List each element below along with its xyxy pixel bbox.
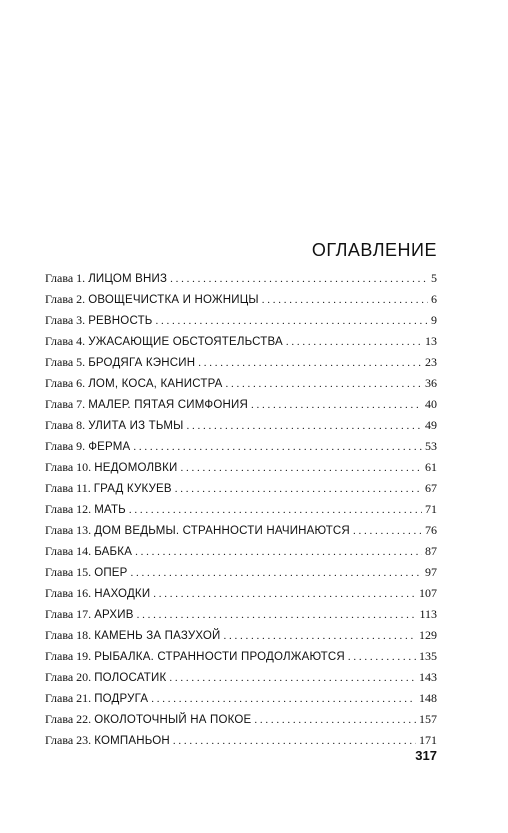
toc-entry (45, 541, 437, 562)
toc-entry (45, 583, 437, 604)
chapter-title: БРОДЯГА КЭНСИН (88, 357, 196, 369)
chapter-title: ЛОМ, КОСА, КАНИСТРА (88, 378, 223, 390)
chapter-page: 6 (431, 292, 437, 306)
dot-leader (348, 647, 416, 668)
dot-leader (129, 500, 422, 521)
chapter-page: 67 (425, 481, 437, 495)
dot-leader (198, 353, 422, 374)
chapter-label: Глава 16. (45, 586, 92, 600)
toc-entry (45, 457, 437, 478)
chapter-label: Глава 22. (45, 712, 92, 726)
toc-entry (45, 730, 437, 751)
chapter-page: 53 (425, 439, 437, 453)
chapter-title: БАБКА (94, 546, 133, 558)
chapter-label: Глава 15. (45, 565, 92, 579)
chapter-page: 129 (419, 628, 437, 642)
dot-leader (262, 290, 428, 311)
toc-entry (45, 352, 437, 373)
dot-leader (151, 689, 416, 710)
chapter-title: КАМЕНЬ ЗА ПАЗУХОЙ (94, 630, 221, 642)
toc-entry (45, 604, 437, 625)
chapter-page: 157 (419, 712, 437, 726)
chapter-title: ЛИЦОМ ВНИЗ (88, 273, 168, 285)
chapter-label: Глава 20. (45, 670, 92, 684)
chapter-label: Глава 17. (45, 607, 92, 621)
toc-entry (45, 625, 437, 646)
dot-leader (224, 626, 417, 647)
chapter-label: Глава 1. (45, 271, 86, 285)
chapter-page: 107 (419, 586, 437, 600)
toc-entry (45, 331, 437, 352)
chapter-title: ГРАД КУКУЕВ (93, 483, 172, 495)
chapter-title: НЕДОМОЛВКИ (94, 462, 178, 474)
toc-entry (45, 562, 437, 583)
chapter-title: ОВОЩЕЧИСТКА И НОЖНИЦЫ (88, 294, 259, 306)
chapter-label: Глава 5. (45, 355, 86, 369)
chapter-title: ОКОЛОТОЧНЫЙ НА ПОКОЕ (94, 714, 252, 726)
dot-leader (137, 605, 417, 626)
chapter-page: 9 (431, 313, 437, 327)
chapter-label: Глава 12. (45, 502, 92, 516)
dot-leader (133, 437, 422, 458)
dot-leader (180, 458, 422, 479)
chapter-page: 97 (425, 565, 437, 579)
chapter-page: 148 (419, 691, 437, 705)
chapter-title: ПОДРУГА (94, 693, 149, 705)
chapter-label: Глава 14. (45, 544, 92, 558)
chapter-label: Глава 10. (45, 460, 92, 474)
chapter-page: 113 (419, 607, 437, 621)
dot-leader (353, 521, 422, 542)
toc-entry (45, 646, 437, 667)
chapter-title: НАХОДКИ (94, 588, 151, 600)
toc-entry (45, 289, 437, 310)
chapter-page: 87 (425, 544, 437, 558)
chapter-page: 61 (425, 460, 437, 474)
chapter-label: Глава 19. (45, 649, 92, 663)
toc-entry (45, 478, 437, 499)
table-of-contents (45, 268, 437, 751)
chapter-label: Глава 13. (45, 523, 92, 537)
page-number: 317 (415, 748, 437, 763)
chapter-title: АРХИВ (94, 609, 134, 621)
chapter-page: 171 (419, 733, 437, 747)
chapter-title: РЕВНОСТЬ (88, 315, 153, 327)
toc-entry (45, 499, 437, 520)
toc-title: ОГЛАВЛЕНИЕ (311, 240, 437, 260)
toc-entry (45, 520, 437, 541)
chapter-label: Глава 9. (45, 439, 86, 453)
chapter-page: 23 (425, 355, 437, 369)
chapter-label: Глава 11. (45, 481, 91, 495)
toc-entry (45, 688, 437, 709)
dot-leader (175, 479, 422, 500)
chapter-title: МАТЬ (94, 504, 126, 516)
chapter-label: Глава 21. (45, 691, 92, 705)
chapter-page: 13 (425, 334, 437, 348)
dot-leader (173, 731, 416, 752)
dot-leader (131, 563, 422, 584)
toc-entry (45, 667, 437, 688)
chapter-title: УЛИТА ИЗ ТЬМЫ (88, 420, 184, 432)
chapter-page: 36 (425, 376, 437, 390)
toc-entry (45, 268, 437, 289)
chapter-title: МАЛЕР. ПЯТАЯ СИМФОНИЯ (88, 399, 248, 411)
chapter-page: 135 (419, 649, 437, 663)
chapter-label: Глава 3. (45, 313, 86, 327)
toc-entry (45, 310, 437, 331)
chapter-label: Глава 18. (45, 628, 92, 642)
toc-entry (45, 394, 437, 415)
toc-entry (45, 436, 437, 457)
chapter-page: 76 (425, 523, 437, 537)
chapter-label: Глава 6. (45, 376, 86, 390)
chapter-label: Глава 7. (45, 397, 86, 411)
toc-entry (45, 415, 437, 436)
chapter-page: 40 (425, 397, 437, 411)
dot-leader (153, 584, 416, 605)
dot-leader (187, 416, 422, 437)
chapter-label: Глава 4. (45, 334, 86, 348)
chapter-page: 49 (425, 418, 437, 432)
chapter-page: 143 (419, 670, 437, 684)
chapter-title: ПОЛОСАТИК (94, 672, 167, 684)
dot-leader (169, 668, 416, 689)
chapter-title: РЫБАЛКА. СТРАННОСТИ ПРОДОЛЖАЮТСЯ (94, 651, 345, 663)
chapter-page: 5 (431, 271, 437, 285)
dot-leader (170, 269, 428, 290)
toc-entry (45, 373, 437, 394)
dot-leader (286, 332, 422, 353)
chapter-title: УЖАСАЮЩИЕ ОБСТОЯТЕЛЬСТВА (88, 336, 283, 348)
chapter-label: Глава 8. (45, 418, 86, 432)
dot-leader (135, 542, 422, 563)
chapter-title: ОПЕР (94, 567, 128, 579)
chapter-label: Глава 23. (45, 733, 92, 747)
dot-leader (156, 311, 428, 332)
chapter-title: КОМПАНЬОН (94, 735, 170, 747)
toc-entry (45, 709, 437, 730)
chapter-title: ФЕРМА (88, 441, 131, 453)
dot-leader (254, 710, 416, 731)
dot-leader (226, 374, 422, 395)
chapter-title: ДОМ ВЕДЬМЫ. СТРАННОСТИ НАЧИНАЮТСЯ (94, 525, 350, 537)
chapter-label: Глава 2. (45, 292, 86, 306)
chapter-page: 71 (425, 502, 437, 516)
dot-leader (251, 395, 422, 416)
